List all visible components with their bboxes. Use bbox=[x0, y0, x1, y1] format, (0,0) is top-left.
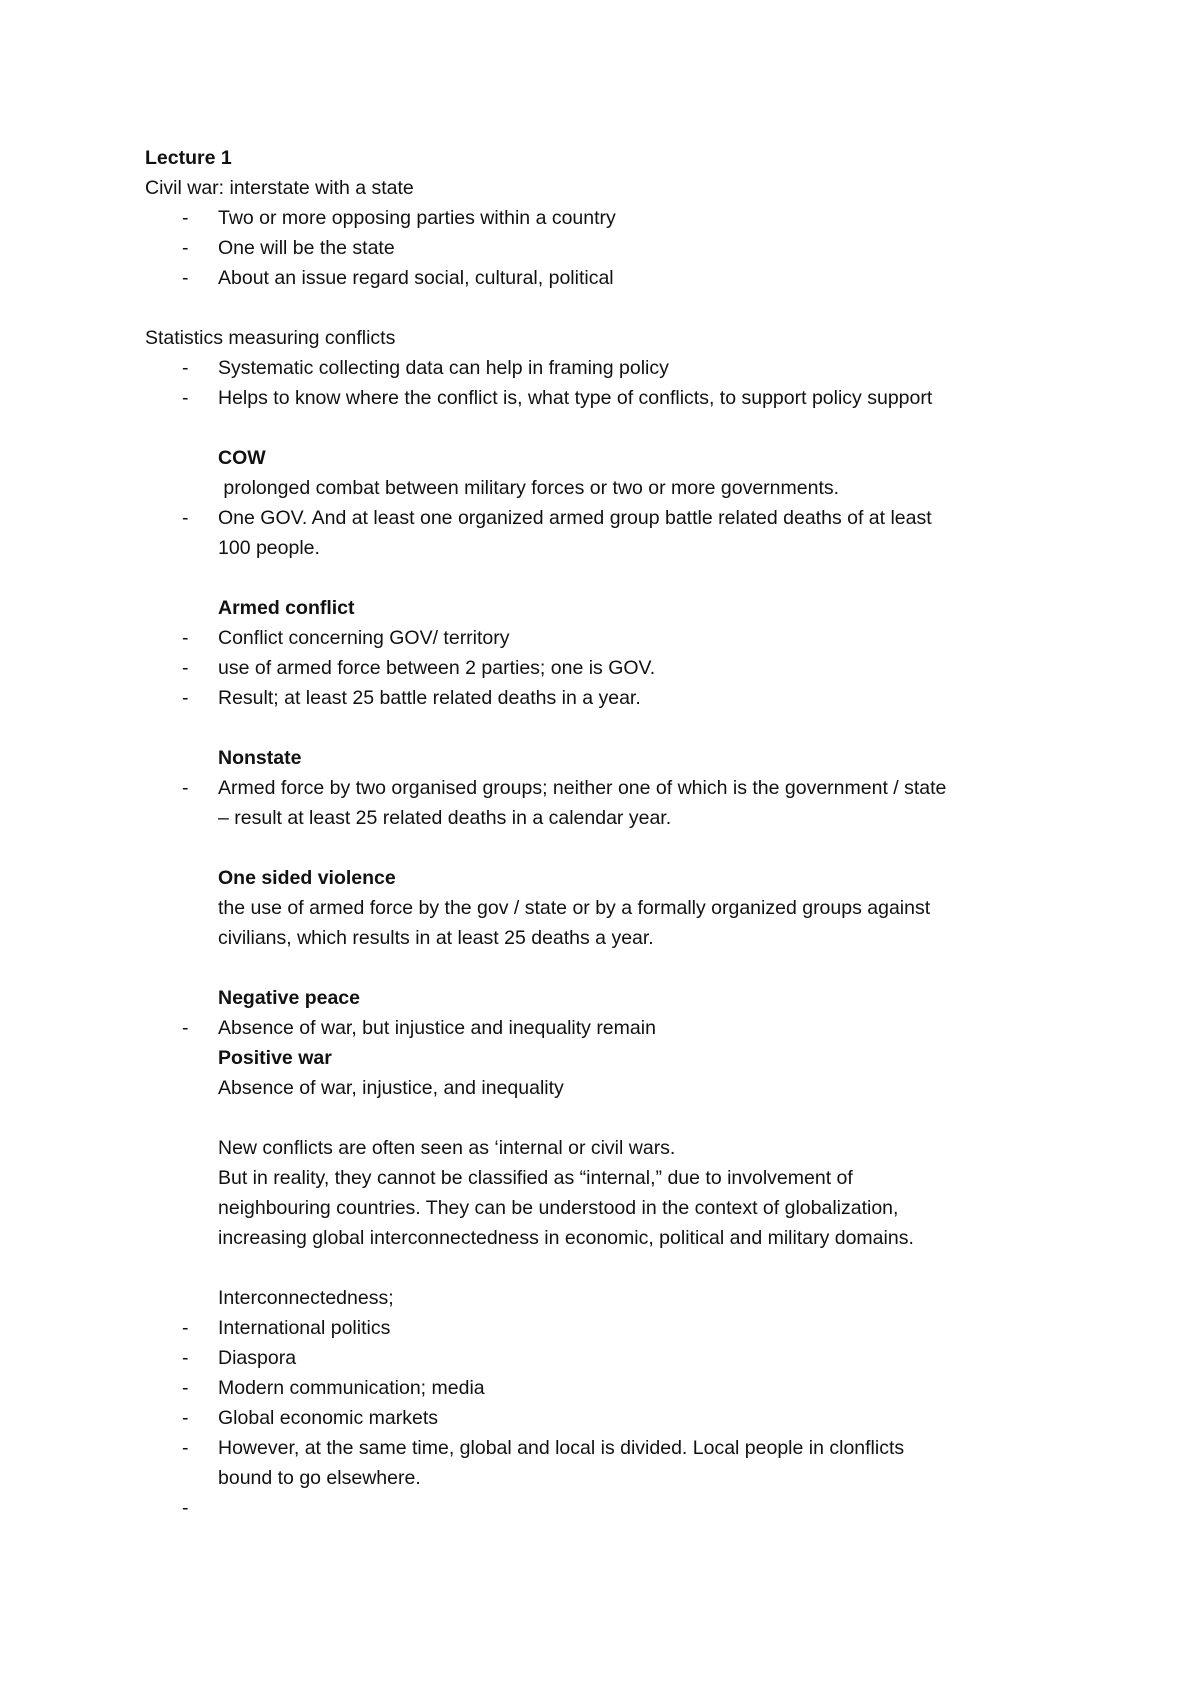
list-item: Conflict concerning GOV/ territory bbox=[218, 627, 510, 649]
bullet-dash: - bbox=[182, 1377, 189, 1399]
bullet-dash: - bbox=[182, 657, 189, 679]
list-item: Helps to know where the conflict is, what type of conflicts, to support policy support bbox=[218, 387, 933, 409]
bullet-dash: - bbox=[182, 507, 189, 529]
list-item: Systematic collecting data can help in framing policy bbox=[218, 357, 669, 379]
bullet-dash: - bbox=[182, 1437, 189, 1459]
paragraph-line: increasing global interconnectedness in economic, political and military domains. bbox=[218, 1227, 914, 1249]
bullet-dash: - bbox=[182, 237, 189, 259]
paragraph-line: But in reality, they cannot be classified as “internal,” due to involvement of bbox=[218, 1167, 853, 1189]
bullet-dash: - bbox=[182, 1497, 189, 1519]
bullet-dash: - bbox=[182, 627, 189, 649]
armed-conflict-heading: Armed conflict bbox=[218, 597, 355, 619]
bullet-dash: - bbox=[182, 777, 189, 799]
list-item: Diaspora bbox=[218, 1347, 297, 1369]
list-item: One GOV. And at least one organized armed group battle related deaths of at least bbox=[218, 507, 932, 529]
list-item: Modern communication; media bbox=[218, 1377, 485, 1399]
nonstate-heading: Nonstate bbox=[218, 747, 302, 769]
positive-war-heading: Positive war bbox=[218, 1047, 332, 1069]
list-item: use of armed force between 2 parties; one is GOV. bbox=[218, 657, 656, 679]
civil-war-heading: Civil war: interstate with a state bbox=[145, 177, 414, 199]
paragraph-line: Absence of war, injustice, and inequality bbox=[218, 1077, 564, 1099]
bullet-dash: - bbox=[182, 687, 189, 709]
list-item-continuation: 100 people. bbox=[218, 537, 320, 559]
lecture-title: Lecture 1 bbox=[145, 147, 232, 169]
list-item: Armed force by two organised groups; neither one of which is the government / state bbox=[218, 777, 947, 799]
paragraph-line: the use of armed force by the gov / state or by a formally organized groups against bbox=[218, 897, 931, 919]
cow-heading: COW bbox=[218, 447, 266, 469]
list-item-continuation: bound to go elsewhere. bbox=[218, 1467, 421, 1489]
list-item: Global economic markets bbox=[218, 1407, 439, 1429]
bullet-dash: - bbox=[182, 357, 189, 379]
list-item: However, at the same time, global and local is divided. Local people in clonflicts bbox=[218, 1437, 905, 1459]
negative-peace-heading: Negative peace bbox=[218, 987, 360, 1009]
paragraph-line: civilians, which results in at least 25 deaths a year. bbox=[218, 927, 654, 949]
one-sided-violence-heading: One sided violence bbox=[218, 867, 396, 889]
paragraph-line: neighbouring countries. They can be understood in the context of globalization, bbox=[218, 1197, 899, 1219]
cow-definition: prolonged combat between military forces or two or more governments. bbox=[218, 477, 840, 499]
bullet-dash: - bbox=[182, 1407, 189, 1429]
paragraph-line: New conflicts are often seen as ‘internal or civil wars. bbox=[218, 1137, 676, 1159]
bullet-dash: - bbox=[182, 387, 189, 409]
interconnectedness-heading: Interconnectedness; bbox=[218, 1287, 394, 1309]
bullet-dash: - bbox=[182, 267, 189, 289]
bullet-dash: - bbox=[182, 1347, 189, 1369]
statistics-heading: Statistics measuring conflicts bbox=[145, 327, 396, 349]
bullet-dash: - bbox=[182, 1017, 189, 1039]
list-item: Two or more opposing parties within a country bbox=[218, 207, 616, 229]
list-item: Result; at least 25 battle related deaths in a year. bbox=[218, 687, 641, 709]
list-item: About an issue regard social, cultural, political bbox=[218, 267, 614, 289]
list-item: International politics bbox=[218, 1317, 391, 1339]
list-item: Absence of war, but injustice and inequality remain bbox=[218, 1017, 656, 1039]
bullet-dash: - bbox=[182, 207, 189, 229]
bullet-dash: - bbox=[182, 1317, 189, 1339]
list-item: One will be the state bbox=[218, 237, 395, 259]
list-item-continuation: – result at least 25 related deaths in a calendar year. bbox=[218, 807, 672, 829]
